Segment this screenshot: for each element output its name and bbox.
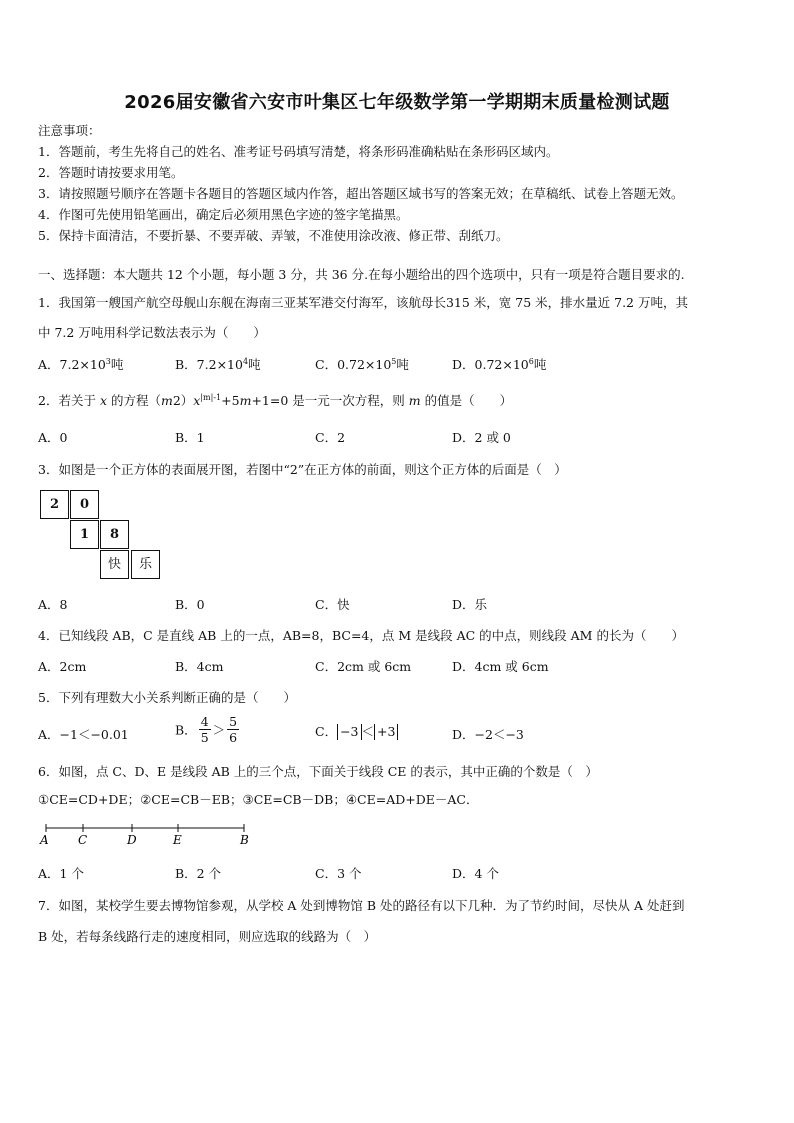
option-a: A．8 [38, 597, 68, 612]
option-c: C．2 [315, 430, 346, 445]
question-4-stem: 4．已知线段 AB，C 是直线 AB 上的一点，AB=8，BC=4，点 M 是线段 AC 的中点，则线段 AM 的长为（ ） [38, 628, 684, 643]
question-5-stem: 5．下列有理数大小关系判断正确的是（ ） [38, 690, 296, 705]
option-a: A．$7.2\times 10^3$吨 [38, 356, 124, 372]
option-b: B．0 [175, 597, 205, 612]
notice-item-1: 1．答题前，考生先将自己的姓名、准考证号码填写清楚，将条形码准确粘贴在条形码区域内。 [38, 144, 559, 159]
option-b: B． $\frac{4}{5}$ ＞ $\frac{5}{6}$ [175, 714, 238, 745]
notice-heading: 注意事项： [38, 123, 101, 138]
segment-figure [36, 818, 256, 848]
section-heading: 一、选择题：本大题共 12 个小题，每小题 3 分，共 36 分.在每小题给出的四个选项中，只有一项是符合题目要求的. [38, 267, 685, 282]
point-label-c: C [78, 833, 88, 847]
question-5-options [38, 714, 758, 754]
point-label-b: B [240, 833, 249, 847]
question-1-options [38, 355, 758, 377]
net-cell: 2 [40, 490, 69, 519]
option-a: A．0 [38, 430, 68, 445]
question-7-stem: 7．如图，某校学生要去博物馆参观，从学校 A 处到博物馆 B 处的路径有以下几种．为了节约时间，尽快从 A 处赶到 [38, 898, 685, 913]
net-cell: 乐 [131, 550, 160, 579]
option-c: C． −3 ＜ +3 [315, 722, 398, 740]
option-a: A．−1＜−0.01 [38, 727, 129, 742]
point-label-a: A [40, 833, 49, 847]
net-cell: 0 [70, 490, 99, 519]
question-2-options [38, 428, 758, 450]
option-c: C．$0.72\times 10^5$吨 [315, 356, 409, 372]
option-d: D．−2＜−3 [452, 727, 524, 742]
cube-net-figure [40, 490, 170, 580]
option-d: D．4 个 [452, 866, 499, 881]
option-d: D．4cm 或 6cm [452, 659, 549, 674]
notice-item-5: 5．保持卡面清洁，不要折暴、不要弄破、弄皱，不准使用涂改液、修正带、刮纸刀。 [38, 228, 509, 243]
option-a: A．1 个 [38, 866, 84, 881]
option-b: B．$7.2\times 10^4$吨 [175, 356, 261, 372]
question-3-options [38, 595, 758, 617]
question-6-expressions: ①CE=CD+DE；②CE=CB－EB；③CE=CB－DB；④CE=AD+DE－AC． [38, 792, 479, 807]
question-2-stem: 2．若关于 x 的方程$(m2)x^{|m|-1}+5m+1=0$ 是一元一次方程，则 m 的值是（ ） [38, 392, 513, 408]
page-title: 2026届安徽省六安市叶集区七年级数学第一学期期末质量检测试题 [124, 92, 670, 113]
question-6-stem: 6．如图，点 C、D、E 是线段 AB 上的三个点，下面关于线段 CE 的表示，其中正确的个数是（ ） [38, 764, 598, 779]
question-1-stem-cont: 中 7.2 万吨用科学记数法表示为（ ） [38, 325, 266, 340]
notice-item-3: 3．请按照题号顺序在答题卡各题目的答题区域内作答，超出答题区域书写的答案无效；在草稿纸、试卷上答题无效。 [38, 186, 684, 201]
question-7-stem-cont: B 处，若每条线路行走的速度相同，则应选取的线路为（ ） [38, 929, 377, 944]
option-c: C．3 个 [315, 866, 362, 881]
question-1-stem: 1．我国第一艘国产航空母舰山东舰在海南三亚某军港交付海军，该航母长315 米，宽 75 米，排水量近 7.2 万吨，其 [38, 295, 688, 310]
option-b: B．4cm [175, 659, 224, 674]
notice-item-4: 4．作图可先使用铅笔画出，确定后必须用黑色字迹的签字笔描黑。 [38, 207, 409, 222]
option-d: D．2 或 0 [452, 430, 511, 445]
net-cell: 快 [100, 550, 129, 579]
option-d: D．乐 [452, 597, 488, 612]
net-cell: 8 [100, 520, 129, 549]
option-b: B．2 个 [175, 866, 222, 881]
option-c: C．2cm 或 6cm [315, 659, 412, 674]
option-b: B．1 [175, 430, 205, 445]
point-label-d: D [127, 833, 137, 847]
option-d: D．$0.72\times 10^6$吨 [452, 356, 547, 372]
question-6-options [38, 864, 758, 886]
question-4-options [38, 657, 758, 679]
option-c: C．快 [315, 597, 350, 612]
question-3-stem: 3．如图是一个正方体的表面展开图，若图中“2”在正方体的前面，则这个正方体的后面是（ ） [38, 462, 567, 477]
option-a: A．2cm [38, 659, 87, 674]
notice-item-2: 2．答题时请按要求用笔。 [38, 165, 184, 180]
point-label-e: E [173, 833, 182, 847]
net-cell: 1 [70, 520, 99, 549]
